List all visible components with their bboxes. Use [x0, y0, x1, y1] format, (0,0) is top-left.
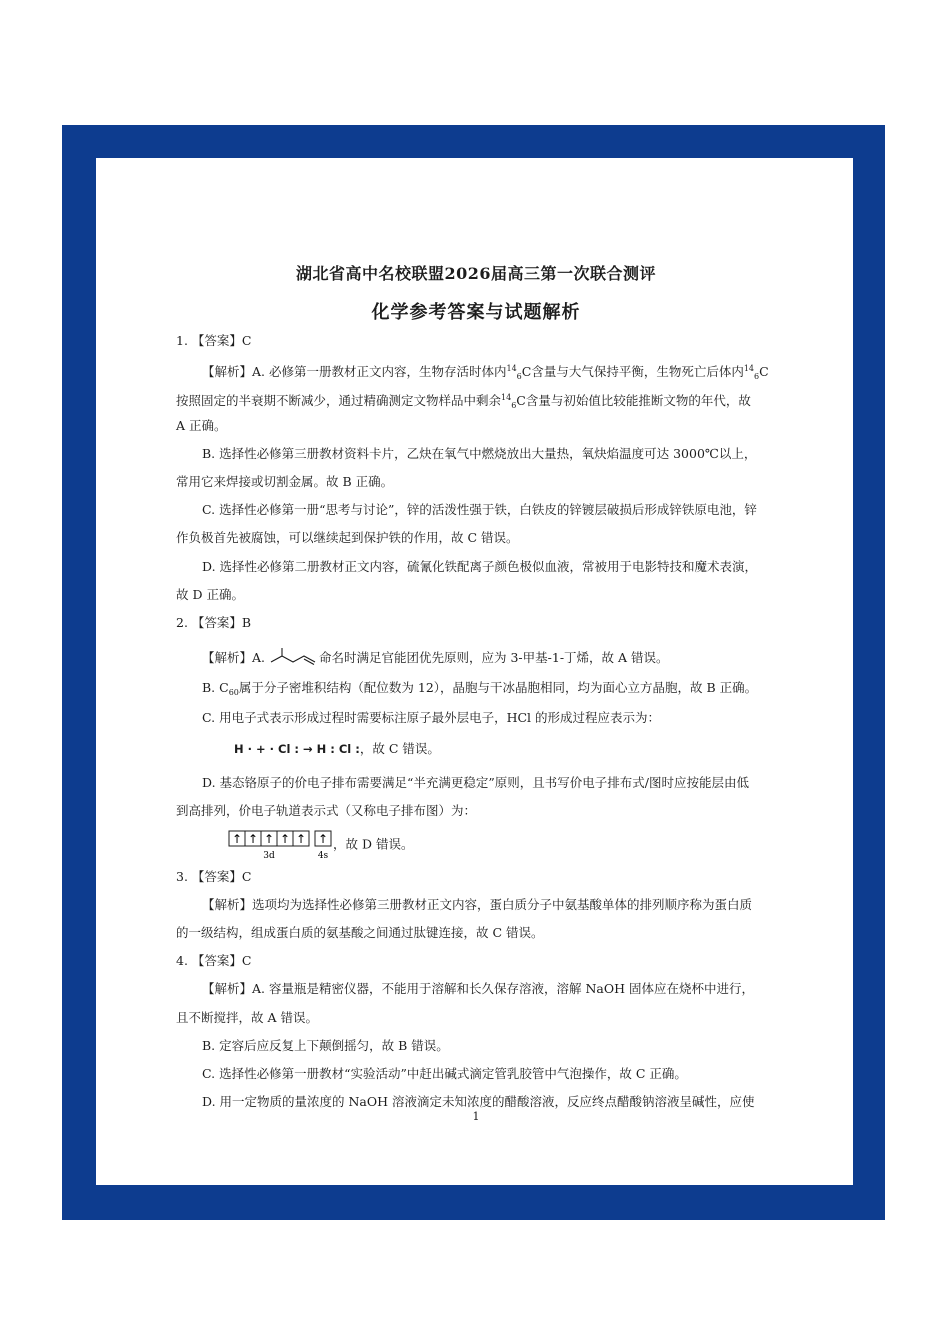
q4-analysis-d: D. 用一定物质的量浓度的 NaOH 溶液滴定未知浓度的醋酸溶液，反应终点醋酸钠溶液呈碱性，应使 [202, 1094, 755, 1109]
skeletal-structure-icon [269, 648, 319, 666]
q3-answer: 3. 【答案】C [176, 869, 252, 884]
orbital-label-3d: 3d [263, 851, 275, 860]
electron-arrow: ↑ [295, 832, 307, 846]
q4-analysis-a-line1: 【解析】A. 容量瓶是精密仪器，不能用于溶解和长久保存溶液，溶解 NaOH 固体应在烧杯中进行， [202, 981, 754, 996]
q2-analysis-a: 【解析】A. 命名时满足官能团优先原则，应为 3-甲基-1-丁烯，故 A 错误。 [202, 650, 669, 665]
q1-analysis-d-line1: D. 选择性必修第二册教材正文内容，硫氰化铁配离子颜色极似血液，常被用于电影特技和魔术表演， [202, 559, 758, 574]
q4-analysis-a-line2: 且不断搅拌，故 A 错误。 [176, 1010, 318, 1025]
q2-analysis-d-line2: 到高排列，价电子轨道表示式（又称电子排布图）为： [176, 803, 477, 818]
orbital-diagram [228, 830, 333, 860]
q3-analysis-line2: 的一级结构，组成蛋白质的氨基酸之间通过肽键连接，故 C 错误。 [176, 925, 544, 940]
electron-arrow: ↑ [317, 832, 329, 846]
q1-analysis-d-line2: 故 D 正确。 [176, 587, 244, 602]
q1-analysis-a-line2: 按照固定的半衰期不断减少，通过精确测定文物样品中剩余$^{14}_6$C含量与初始值比较能推断文物的年代，故 [176, 393, 751, 410]
document-page [96, 158, 853, 1185]
q1-analysis-c-line1: C. 选择性必修第一册“思考与讨论”，锌的活泼性强于铁，白铁皮的锌镀层破损后形成锌铁原电池，锌 [202, 502, 757, 517]
document-subtitle: 化学参考答案与试题解析 [371, 302, 581, 323]
q4-analysis-b: B. 定容后应反复上下颠倒摇匀，故 B 错误。 [202, 1038, 449, 1053]
q2-answer: 2. 【答案】B [176, 615, 252, 630]
q4-analysis-c: C. 选择性必修第一册教材“实验活动”中赶出碱式滴定管乳胶管中气泡操作，故 C 正确。 [202, 1066, 687, 1081]
page-number: 1 [472, 1110, 480, 1123]
isotope-mass: 14 [506, 364, 517, 373]
orbital-diagram-line: ↑ ↑ ↑ ↑ ↑ ↑ 3d 4s ，故 D 错误。 [228, 830, 413, 860]
q2-analysis-c: C. 用电子式表示形成过程时需要标注原子最外层电子，HCl 的形成过程应表示为： [202, 710, 661, 725]
q2-analysis-b: B. $C_{60}$属于分子密堆积结构（配位数为 12），晶胞与干冰晶胞相同，均为面心立方晶胞，故 B 正确。 [202, 680, 758, 697]
q1-answer: 1. 【答案】C [176, 333, 252, 348]
orbital-label-4s: 4s [317, 851, 329, 860]
electron-arrow: ↑ [279, 832, 291, 846]
q3-analysis-line1: 【解析】选项均为选择性必修第三册教材正文内容，蛋白质分子中氨基酸单体的排列顺序称为蛋白质 [202, 897, 753, 912]
q1-analysis-a-line3: A 正确。 [176, 418, 227, 433]
q1-analysis-b-line2: 常用它来焊接或切割金属。故 B 正确。 [176, 474, 394, 489]
q1-analysis-b-line1: B. 选择性必修第三册教材资料卡片，乙炔在氧气中燃烧放出大量热，氧炔焰温度可达 3000℃以上， [202, 446, 757, 461]
isotope-number: 6 [516, 372, 522, 381]
electron-arrow: ↑ [231, 832, 243, 846]
q4-answer: 4. 【答案】C [176, 953, 252, 968]
q2-analysis-d-line1: D. 基态铬原子的价电子排布需要满足“半充满更稳定”原则，且书写价电子排布式/图时应按能层由低 [202, 775, 750, 790]
document-title: 湖北省高中名校联盟2026届高三第一次联合测评 [295, 264, 657, 283]
hcl-formation-formula: H · + · Cl : → H : Cl :，故 C 错误。 [234, 741, 440, 756]
q1-analysis-c-line2: 作负极首先被腐蚀，可以继续起到保护铁的作用，故 C 错误。 [176, 530, 519, 545]
q1-analysis-a-line1: 【解析】A. 必修第一册教材正文内容，生物存活时体内$^{14}_6$C含量与大气保持平衡，生物死亡后体内$^{14}_6$C [202, 364, 769, 381]
electron-arrow: ↑ [263, 832, 275, 846]
electron-arrow: ↑ [247, 832, 259, 846]
